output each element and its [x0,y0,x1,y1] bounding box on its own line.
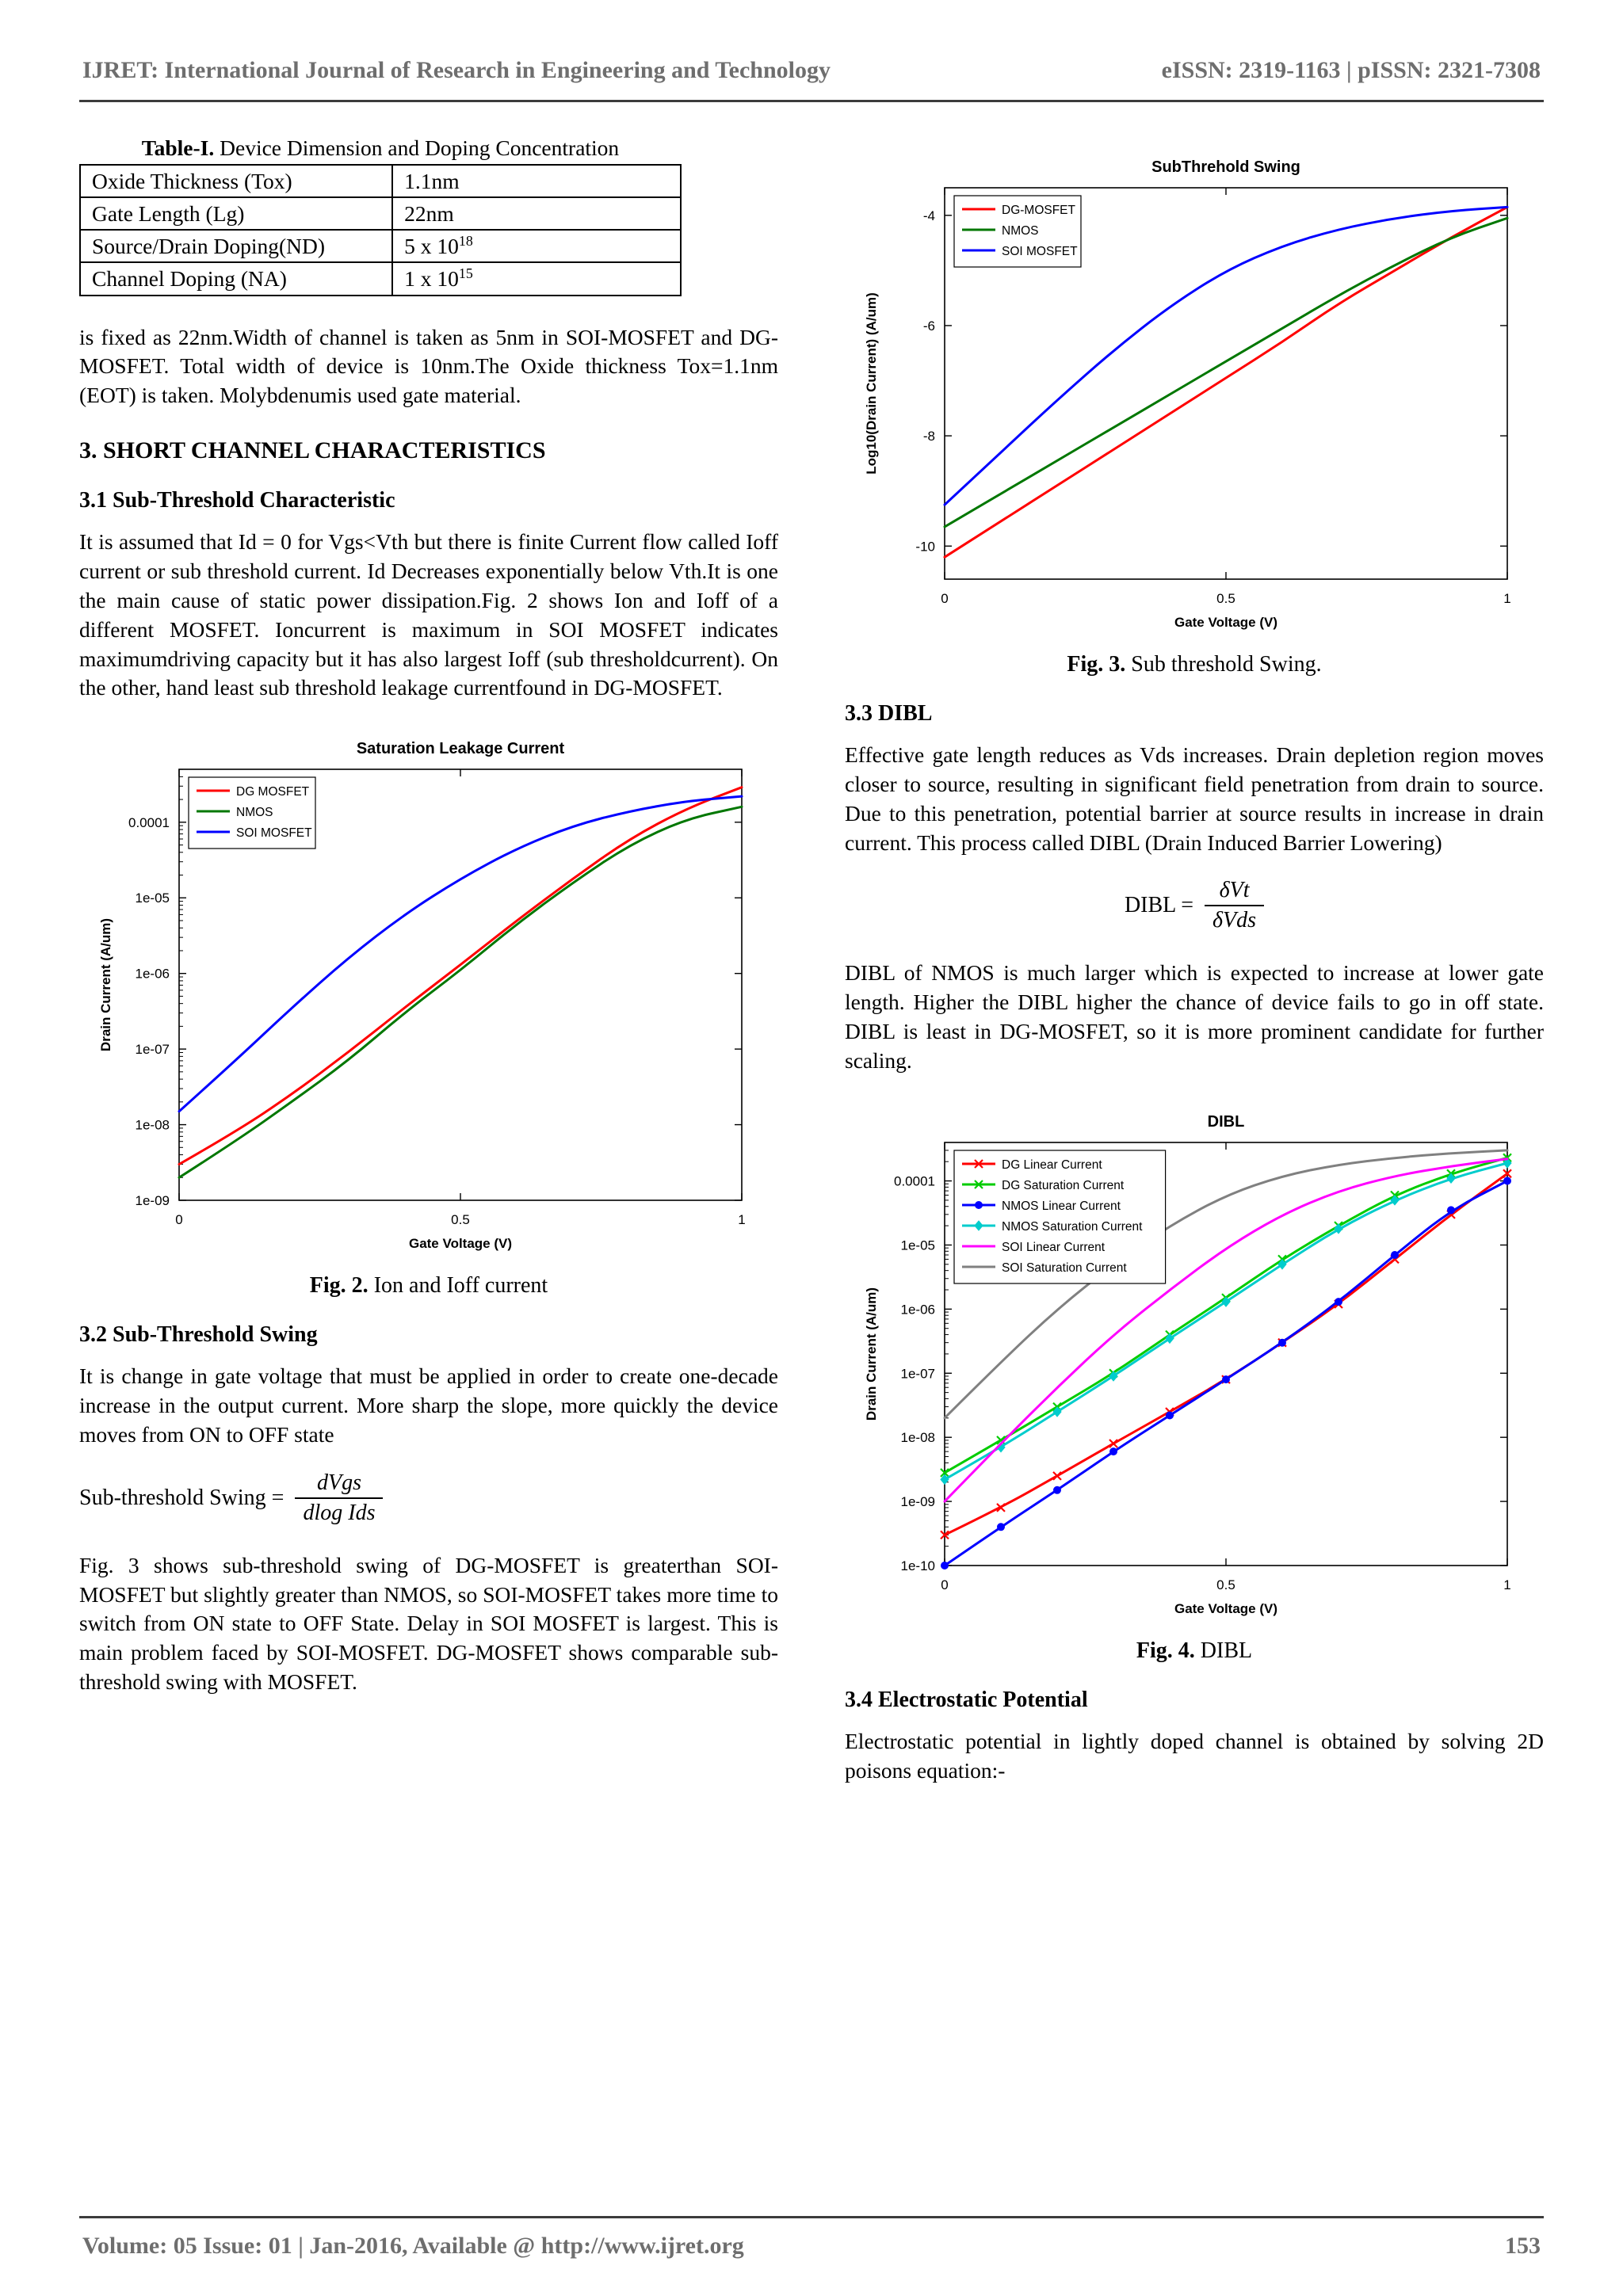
svg-text:1e-07: 1e-07 [900,1366,935,1382]
svg-text:SubThrehold Swing: SubThrehold Swing [1151,158,1300,176]
subthreshold-swing-chart [854,142,1535,649]
dibl-chart [854,1097,1535,1635]
section-3-3-heading: 3.3 DIBL [845,701,933,726]
figure-2-caption [79,1273,778,1299]
svg-text:-4: -4 [922,208,935,223]
dibl-discussion-paragraph: DIBL of NMOS is much larger which is expected to increase at lower gate length. Higher the DIBL higher the chance of device fails to go in off state. DIBL is least in DG-MOSFET, so it is more prominent candidate for further scaling. [845,960,1544,1073]
svg-text:Drain Current (A/um): Drain Current (A/um) [864,1287,879,1421]
issn-info: eISSN: 2319-1163 | pISSN: 2321-7308 [1161,57,1541,83]
volume-issue-info: Volume: 05 Issue: 01 | Jan-2016, Available @ http://www.ijret.org [82,2233,744,2259]
figure-3 [845,142,1544,649]
svg-text:Gate Voltage (V): Gate Voltage (V) [1174,1600,1278,1616]
journal-title: IJRET: International Journal of Research in Engineering and Technology [82,57,831,83]
formula-lhs: DIBL = [1124,893,1194,918]
svg-text:SOI MOSFET: SOI MOSFET [236,826,312,841]
fig3-discussion-paragraph: Fig. 3 shows sub-threshold swing of DG-MOSFET is greaterthan SOI-MOSFET but slightly greater than NMOS, so SOI-MOSFET takes more time to switch from ON state to OFF State. Delay in SOI MOSFET is largest. This is main problem faced by SOI-MOSFET. DG-MOSFET shows comparable sub-threshold swing with MOSFET. [79,1552,778,1695]
dibl-paragraph: Effective gate length reduces as Vds increases. Drain depletion region moves closer to source, resulting in significant field penetration from drain to source. Due to this penetration, potential barrier at source results in increase in drain current. This process called DIBL (Drain Induced Barrier Lowering) [845,742,1544,855]
swing-definition-paragraph: It is change in gate voltage that must be applied in order to create one-decade increase in the output current. More sharp the slope, more quickly the device moves from ON to OFF state [79,1363,778,1447]
table-cell-value: 22nm [392,197,681,230]
svg-text:1: 1 [1503,591,1511,606]
figure-3-caption-text: Sub threshold Swing. [1125,652,1322,677]
svg-text:1e-09: 1e-09 [135,1193,170,1209]
page-footer [79,2218,1544,2264]
figure-4-caption-label: Fig. 4. [1136,1638,1195,1663]
svg-text:DIBL: DIBL [1207,1112,1245,1131]
svg-text:SOI Linear Current: SOI Linear Current [1002,1240,1106,1254]
svg-text:-10: -10 [915,539,935,555]
svg-text:0.5: 0.5 [1216,1577,1235,1592]
figure-2-caption-label: Fig. 2. [309,1273,369,1299]
page-header [79,46,1544,100]
figure-3-caption-label: Fig. 3. [1067,652,1126,677]
svg-text:1e-10: 1e-10 [900,1558,935,1573]
svg-text:DG-MOSFET: DG-MOSFET [1002,204,1075,217]
page-body [79,102,1544,2216]
svg-text:1: 1 [1503,1577,1511,1592]
figure-2-caption-text: Ion and Ioff current [368,1273,548,1299]
table-cell-label: Source/Drain Doping(ND) [80,230,392,262]
formula-lhs: Sub-threshold Swing = [79,1485,285,1510]
svg-text:1e-08: 1e-08 [900,1429,935,1445]
subthreshold-paragraph: It is assumed that Id = 0 for Vgs<Vth but there is finite Current flow called Ioff current or sub threshold current. Id Decreases exponentially below Vth.It is one the main cause of static power dissipation.Fig. 2 shows Ion and Ioff of a different MOSFET. Ioncurrent is maximum in SOI MOSFET indicates maximumdriving capacity but it has also largest Ioff (sub thresholdcurrent). On the other, hand least sub threshold leakage currentfound in DG-MOSFET. [79,529,778,700]
svg-text:Saturation Leakage Current: Saturation Leakage Current [356,740,565,758]
section-3-1-heading: 3.1 Sub-Threshold Characteristic [79,488,395,513]
table-row [80,197,681,230]
page-number: 153 [1505,2233,1541,2259]
svg-text:0.5: 0.5 [1216,591,1235,606]
svg-text:Gate Voltage (V): Gate Voltage (V) [1174,615,1278,630]
table-cell-value: 5 x $10^{18}$ [392,230,681,262]
svg-text:Gate Voltage (V): Gate Voltage (V) [408,1236,513,1252]
svg-text:NMOS: NMOS [1002,224,1039,238]
figure-2 [79,723,778,1270]
intro-paragraph: is fixed as 22nm.Width of channel is taken as 5nm in SOI-MOSFET and DG-MOSFET. Total width of device is 10nm.The Oxide thickness Tox=1.1nm (EOT) is taken. Molybdenumis used gate material. [79,324,778,408]
table-row [80,230,681,262]
svg-text:1e-06: 1e-06 [135,966,170,982]
left-column [79,135,778,2216]
figure-4 [845,1097,1544,1635]
svg-text:0: 0 [941,1577,949,1592]
svg-text:DG Linear Current: DG Linear Current [1002,1158,1102,1172]
table-row [80,165,681,197]
figure-4-caption [845,1638,1544,1664]
table-cell-label: Oxide Thickness (Tox) [80,165,392,197]
svg-text:Drain Current (A/um): Drain Current (A/um) [98,918,113,1052]
svg-text:NMOS: NMOS [236,806,273,820]
svg-text:DG Saturation Current: DG Saturation Current [1002,1178,1125,1192]
svg-text:1e-08: 1e-08 [135,1117,170,1133]
table-row [80,262,681,295]
table-cell-value: 1.1nm [392,165,681,197]
figure-3-caption [845,652,1544,677]
svg-text:NMOS Linear Current: NMOS Linear Current [1002,1199,1121,1213]
svg-text:1: 1 [738,1212,746,1228]
svg-text:SOI Saturation Current: SOI Saturation Current [1002,1261,1127,1275]
dibl-formula [845,878,1544,933]
svg-text:1e-05: 1e-05 [900,1238,935,1253]
table1-caption-label: Table-I. [141,135,215,160]
svg-text:1e-06: 1e-06 [900,1302,935,1318]
svg-text:0.5: 0.5 [451,1212,470,1228]
figure-4-caption-text: DIBL [1194,1638,1253,1663]
table1-caption [79,135,682,161]
svg-text:0: 0 [175,1212,183,1228]
section-3-4-heading: 3.4 Electrostatic Potential [845,1687,1088,1712]
svg-text:DG MOSFET: DG MOSFET [236,785,310,799]
device-dimension-table [79,164,682,296]
svg-text:0: 0 [941,591,949,606]
svg-text:SOI MOSFET: SOI MOSFET [1002,245,1078,258]
svg-text:0.0001: 0.0001 [128,815,170,831]
svg-text:-8: -8 [922,429,935,444]
section-3-heading: 3. SHORT CHANNEL CHARACTERISTICS [79,437,546,464]
right-column [845,135,1544,2216]
saturation-leakage-chart [88,723,769,1270]
svg-text:1e-09: 1e-09 [900,1493,935,1509]
svg-text:1e-05: 1e-05 [135,891,170,906]
subthreshold-swing-formula [79,1470,778,1526]
svg-text:NMOS Saturation Current: NMOS Saturation Current [1002,1219,1143,1234]
section-3-2-heading: 3.2 Sub-Threshold Swing [79,1322,318,1348]
formula-fraction: $\frac{\text{dVgs}}{\text{dlog Ids}}$ [295,1470,383,1526]
table1-caption-text: Device Dimension and Doping Concentration [214,135,620,160]
svg-text:0.0001: 0.0001 [894,1173,935,1189]
electrostatic-paragraph: Electrostatic potential in lightly doped channel is obtained by solving 2D poisons equation:- [845,1728,1544,1783]
table-cell-label: Gate Length (Lg) [80,197,392,230]
table-cell-value: 1 x $10^{15}$ [392,262,681,295]
svg-text:1e-07: 1e-07 [135,1042,170,1058]
formula-fraction: $\frac{\text{δVt}}{\text{δVds}}$ [1205,878,1264,933]
svg-text:Log10(Drain Current) (A/um): Log10(Drain Current) (A/um) [864,292,879,475]
table-cell-label: Channel Doping (NA) [80,262,392,295]
svg-text:-6: -6 [922,318,935,334]
